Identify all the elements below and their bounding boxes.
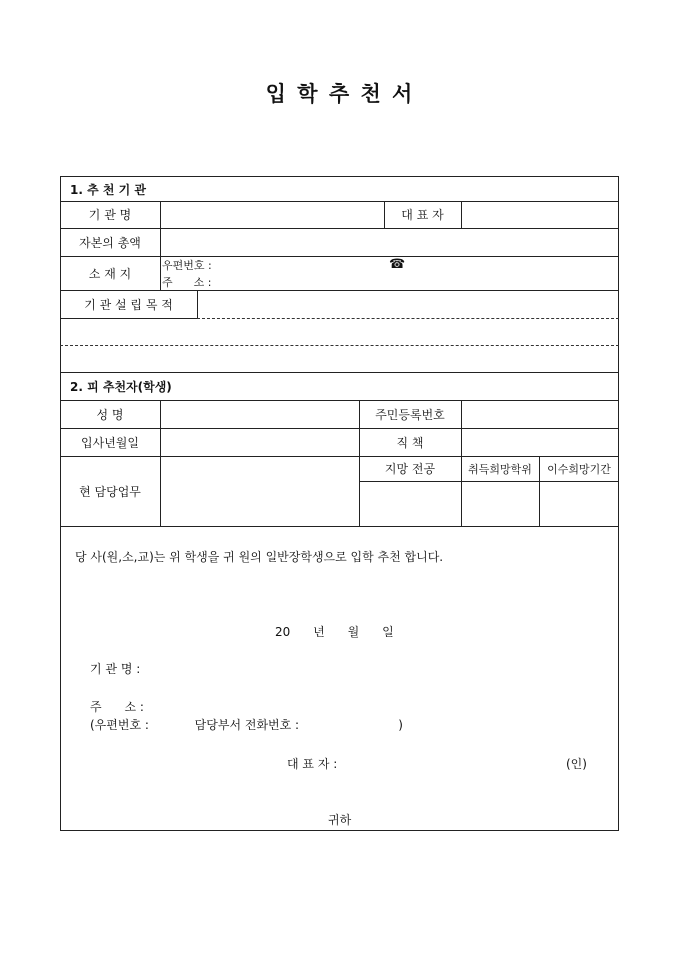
postal-phone-line: (우편번호 : 담당부서 전화번호 : ) (90, 718, 403, 732)
document-title: 입 학 추 천 서 (265, 82, 415, 106)
rep-sign-label: 대 표 자 : (287, 757, 338, 771)
date-line: 20 년 월 일 (275, 625, 394, 639)
postal-label: 우편번호 : (162, 259, 212, 272)
addressee: 귀하 (328, 813, 352, 827)
location-label: 소 재 지 (88, 266, 132, 281)
phone-icon: ☎ (389, 257, 406, 272)
period-label: 이수희망기간 (547, 462, 611, 476)
recommendation-statement: 당 사(원,소,교)는 위 학생을 귀 원의 일반장학생으로 입학 추천 합니다. (75, 550, 444, 564)
capital-field[interactable] (161, 229, 618, 255)
hire-date-label: 입사년월일 (81, 435, 139, 450)
purpose-field[interactable] (198, 291, 618, 371)
name-field[interactable] (161, 401, 358, 427)
section2-heading: 2. 피 추천자(학생) (70, 380, 172, 394)
period-field[interactable] (540, 482, 618, 525)
duty-label: 현 담당업무 (79, 484, 141, 499)
representative-label: 대 표 자 (401, 208, 444, 222)
degree-field[interactable] (462, 482, 538, 525)
major-label: 지망 전공 (384, 462, 436, 476)
org-name-field[interactable] (161, 202, 383, 227)
seal-mark: (인) (566, 757, 587, 771)
org-name-label: 기 관 명 (88, 208, 132, 222)
position-field[interactable] (462, 429, 618, 455)
major-field[interactable] (360, 482, 460, 525)
representative-field[interactable] (462, 202, 618, 227)
duty-field[interactable] (161, 457, 358, 525)
capital-label: 자본의 총액 (79, 235, 141, 250)
resident-no-field[interactable] (462, 401, 618, 427)
name-label: 성 명 (96, 407, 124, 422)
resident-no-label: 주민등록번호 (375, 407, 445, 422)
address-label: 주 소 : (162, 276, 212, 289)
section1-heading: 1. 추 천 기 관 (70, 183, 146, 197)
org-name-sign-label: 기 관 명 : (90, 662, 141, 676)
purpose-label: 기 관 설 립 목 적 (84, 297, 173, 312)
hire-date-field[interactable] (161, 429, 358, 455)
address-sign-label: 주 소 : (90, 700, 144, 714)
position-label: 직 책 (396, 435, 424, 450)
degree-label: 취득희망학위 (468, 462, 532, 476)
